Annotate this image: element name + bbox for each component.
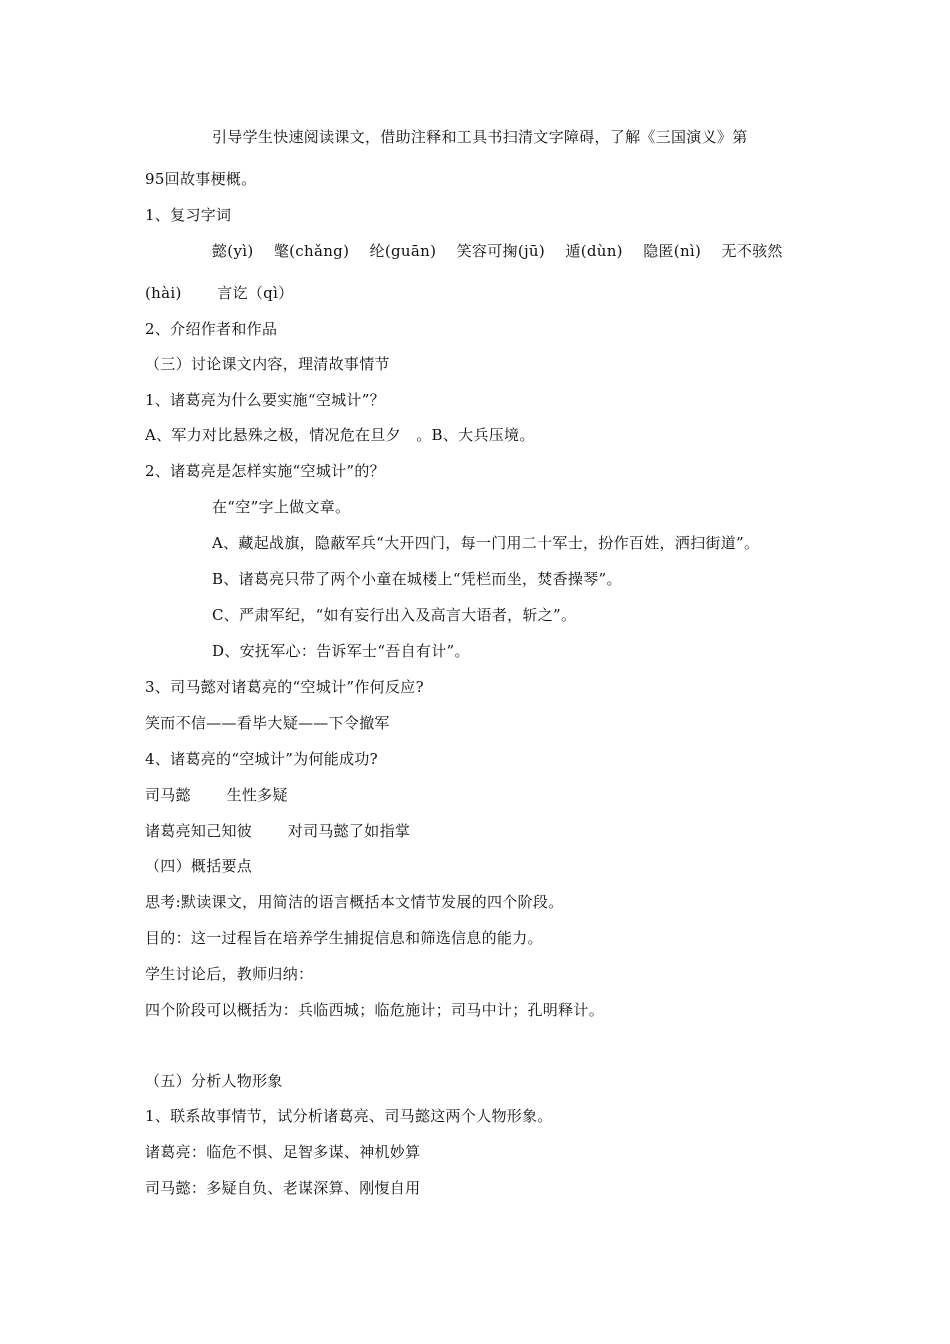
heading-review-words: 1、复习字词	[145, 206, 232, 224]
heading-author-works: 2、介绍作者和作品	[145, 320, 278, 338]
answer-2-c: C、严肃军纪，“如有妄行出入及高言大语者，斩之”。	[212, 606, 577, 624]
answer-4-line-1: 司马懿 生性多疑	[145, 786, 288, 804]
answer-2-d: D、安抚军心：告诉军士“吾自有计”。	[212, 642, 470, 660]
answer-2-intro: 在“空”字上做文章。	[212, 498, 351, 516]
answer-1: A、军力对比悬殊之极，情况危在旦夕 。B、大兵压境。	[145, 426, 535, 444]
vocab-line-2: (hài) 言讫（qì）	[145, 284, 294, 302]
purpose-line: 目的：这一过程旨在培养学生捕捉信息和筛选信息的能力。	[145, 929, 543, 947]
section-four-heading: （四）概括要点	[145, 857, 253, 875]
vocab-line-1: 懿(yì) 氅(chǎng) 纶(guān) 笑容可掬(jū) 遁(dùn) 隐匿(nì) 无不骇然	[212, 242, 783, 260]
intro-paragraph-line-1: 引导学生快速阅读课文，借助注释和工具书扫清文字障碍，了解《三国演义》第	[212, 128, 748, 146]
four-stages-summary: 四个阶段可以概括为：兵临西城；临危施计；司马中计；孔明释计。	[145, 1001, 605, 1019]
question-1: 1、诸葛亮为什么要实施“空城计”？	[145, 391, 385, 409]
sima-yi-traits: 司马懿：多疑自负、老谋深算、刚愎自用	[145, 1179, 421, 1197]
question-3: 3、司马懿对诸葛亮的“空城计”作何反应?	[145, 678, 424, 696]
zhuge-liang-traits: 诸葛亮：临危不惧、足智多谋、神机妙算	[145, 1143, 421, 1161]
question-2: 2、诸葛亮是怎样实施“空城计”的？	[145, 462, 385, 480]
answer-4-line-2: 诸葛亮知己知彼 对司马懿了如指掌	[145, 822, 411, 840]
intro-paragraph-line-2: 95回故事梗概。	[145, 170, 257, 188]
section-three-heading: （三）讨论课文内容，理清故事情节	[145, 355, 390, 373]
question-4: 4、诸葛亮的“空城计”为何能成功?	[145, 750, 379, 768]
section-five-heading: （五）分析人物形象	[145, 1072, 283, 1090]
answer-2-b: B、诸葛亮只带了两个小童在城楼上“凭栏而坐，焚香操琴”。	[212, 570, 622, 588]
think-prompt: 思考:默读课文，用简洁的语言概括本文情节发展的四个阶段。	[145, 893, 564, 911]
character-analysis-question: 1、联系故事情节，试分析诸葛亮、司马懿这两个人物形象。	[145, 1107, 553, 1125]
discussion-line: 学生讨论后，教师归纳：	[145, 965, 314, 983]
answer-3: 笑而不信——看毕大疑——下令撤军	[145, 714, 390, 732]
answer-2-a: A、藏起战旗，隐蔽军兵“大开四门，每一门用二十军士，扮作百姓，洒扫街道”。	[212, 534, 760, 552]
